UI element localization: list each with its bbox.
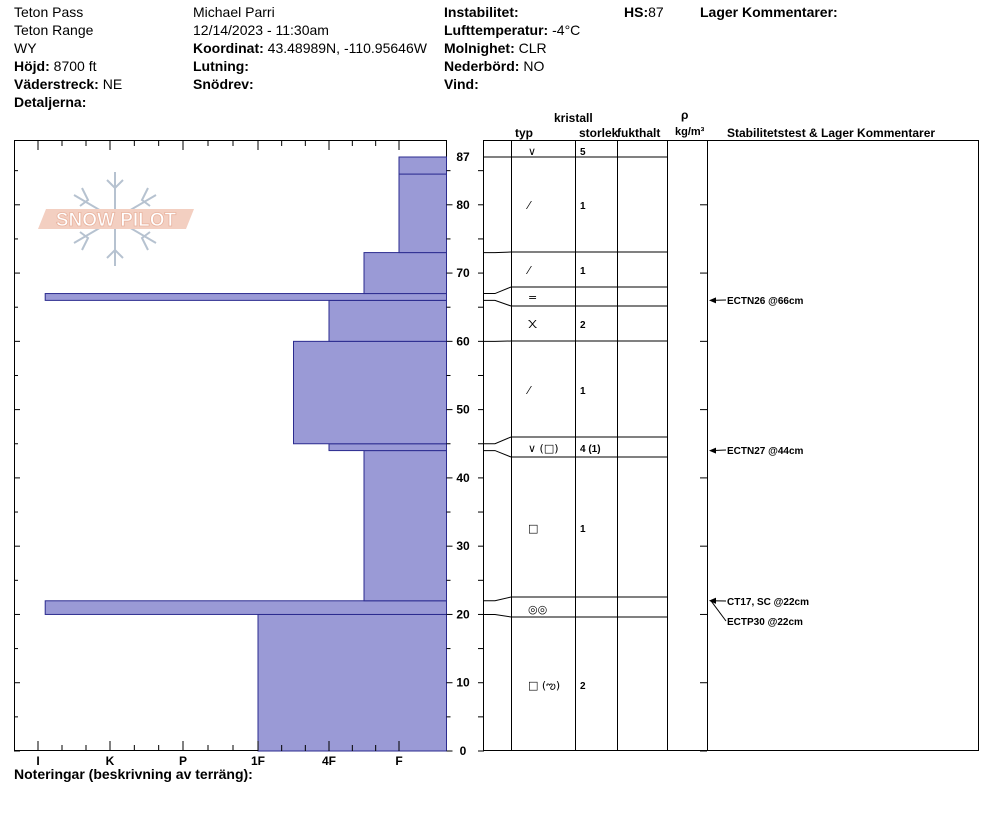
test-label-2: ECTN27 @44cm [727,446,804,457]
state: WY [14,40,37,56]
notes-label: Noteringar (beskrivning av terräng): [14,766,253,782]
hardness-label-F: F [395,754,403,768]
details-label: Detaljerna: [14,94,87,110]
aspect-value: NE [102,76,123,92]
depth-label-60: 60 [456,334,470,349]
test-label-4: ECTP30 @22cm [727,617,803,628]
depth-label-10: 10 [456,675,470,690]
elevation-label: Höjd: [14,58,50,74]
header-density-unit: kg/m³ [675,126,705,138]
layer-connector-9 [484,614,511,617]
depth-label-40: 40 [456,470,470,485]
crystal-type-9: ◎◎ [528,603,548,616]
layer-bar-10 [399,157,447,174]
crystal-size-10: 2 [580,681,586,692]
layer-connector-6 [484,437,511,444]
hardness-label-I: I [36,754,40,768]
depth-label-30: 30 [456,539,470,554]
depth-label-87: 87 [456,150,470,164]
layer-comments-label: Lager Kommentarer: [700,4,838,20]
test-arrow-2 [709,448,716,454]
air-temp-label: Lufttemperatur: [444,22,549,38]
hs-label: HS: [624,4,649,20]
layer-bar-3 [364,451,447,601]
snowpilot-logo [38,172,194,266]
layer-bar-9 [399,174,447,253]
wind-label: Vind: [444,76,479,92]
layer-connector-3 [484,287,511,294]
crystal-type-8: □ [528,522,539,535]
depth-label-0: 0 [459,744,467,758]
crystal-type-5: ᙭ [528,318,538,331]
precip-value: NO [523,58,545,74]
hardness-label-K: K [105,754,115,768]
crystal-type-7: ∨ (□) [528,442,559,455]
header-crystal: kristall [554,111,593,125]
observer: Michael Parri [193,4,275,20]
crystal-type-1: ∨ [528,145,537,158]
layer-connector-2 [484,252,511,253]
crystal-size-5: 2 [580,320,586,331]
coord-value: 43.48989N, -110.95646W [267,40,427,56]
test-arrow-1 [709,297,716,303]
header-stability: Stabilitetstest & Lager Kommentarer [727,126,936,140]
header-moisture: fukthalt [617,126,661,140]
crystal-size-6: 1 [580,386,586,397]
hs-value: 87 [648,4,664,20]
depth-label-70: 70 [456,266,470,281]
hardness-bars [45,157,446,751]
crystal-size-7: 4 (1) [580,444,601,455]
crystal-type-2: ⁄ [528,199,530,212]
hardness-label-P: P [178,754,188,768]
crystal-size-2: 1 [580,201,586,212]
test-label-3: CT17, SC @22cm [727,597,810,608]
depth-label-20: 20 [456,607,470,622]
layer-bar-4 [329,444,447,451]
hardness-label-1F: 1F [250,754,266,768]
sky-label: Molnighet: [444,40,515,56]
layer-bar-2 [45,601,446,615]
crystal-type-4: = [528,291,538,304]
mountain-range: Teton Range [14,22,94,38]
sky-value: CLR [518,40,547,56]
crystal-type-10: □ (ఌ) [528,679,561,692]
location-name: Teton Pass [14,4,84,20]
elevation-value: 8700 ft [53,58,97,74]
layer-connector-8 [484,597,511,601]
depth-label-50: 50 [456,402,470,417]
coord-label: Koordinat: [193,40,264,56]
crystal-size-1: 5 [580,147,586,158]
crystal-type-6: ⁄ [528,384,530,397]
layer-bar-8 [364,253,447,294]
layer-bar-1 [258,614,447,751]
crystal-size-3: 1 [580,266,586,277]
instability-label: Instabilitet: [444,4,519,20]
layer-connector-7 [484,451,511,457]
layer-bar-7 [45,294,446,301]
precip-label: Nederbörd: [444,58,520,74]
slope-label: Lutning: [193,58,249,74]
header-rho: ρ [681,108,689,122]
aspect-label: Väderstreck: [14,76,99,92]
layer-bar-6 [329,300,447,341]
hardness-label-4F: 4F [321,754,337,768]
drift-label: Snödrev: [193,76,254,92]
header-size: storlek [579,126,619,140]
layer-bar-5 [294,341,447,443]
crystal-size-8: 1 [580,524,586,535]
datetime: 12/14/2023 - 11:30am [193,22,329,38]
stability-tests [700,205,809,751]
crystal-type-3: ⁄ [528,264,530,277]
layer-connector-4 [484,300,511,306]
header-type: typ [515,126,533,140]
test-leader-4 [711,601,726,621]
air-temp-value: -4°C [552,22,581,38]
logo-text: SNOW PILOT [55,210,177,231]
test-label-1: ECTN26 @66cm [727,296,804,307]
depth-label-80: 80 [456,197,470,212]
